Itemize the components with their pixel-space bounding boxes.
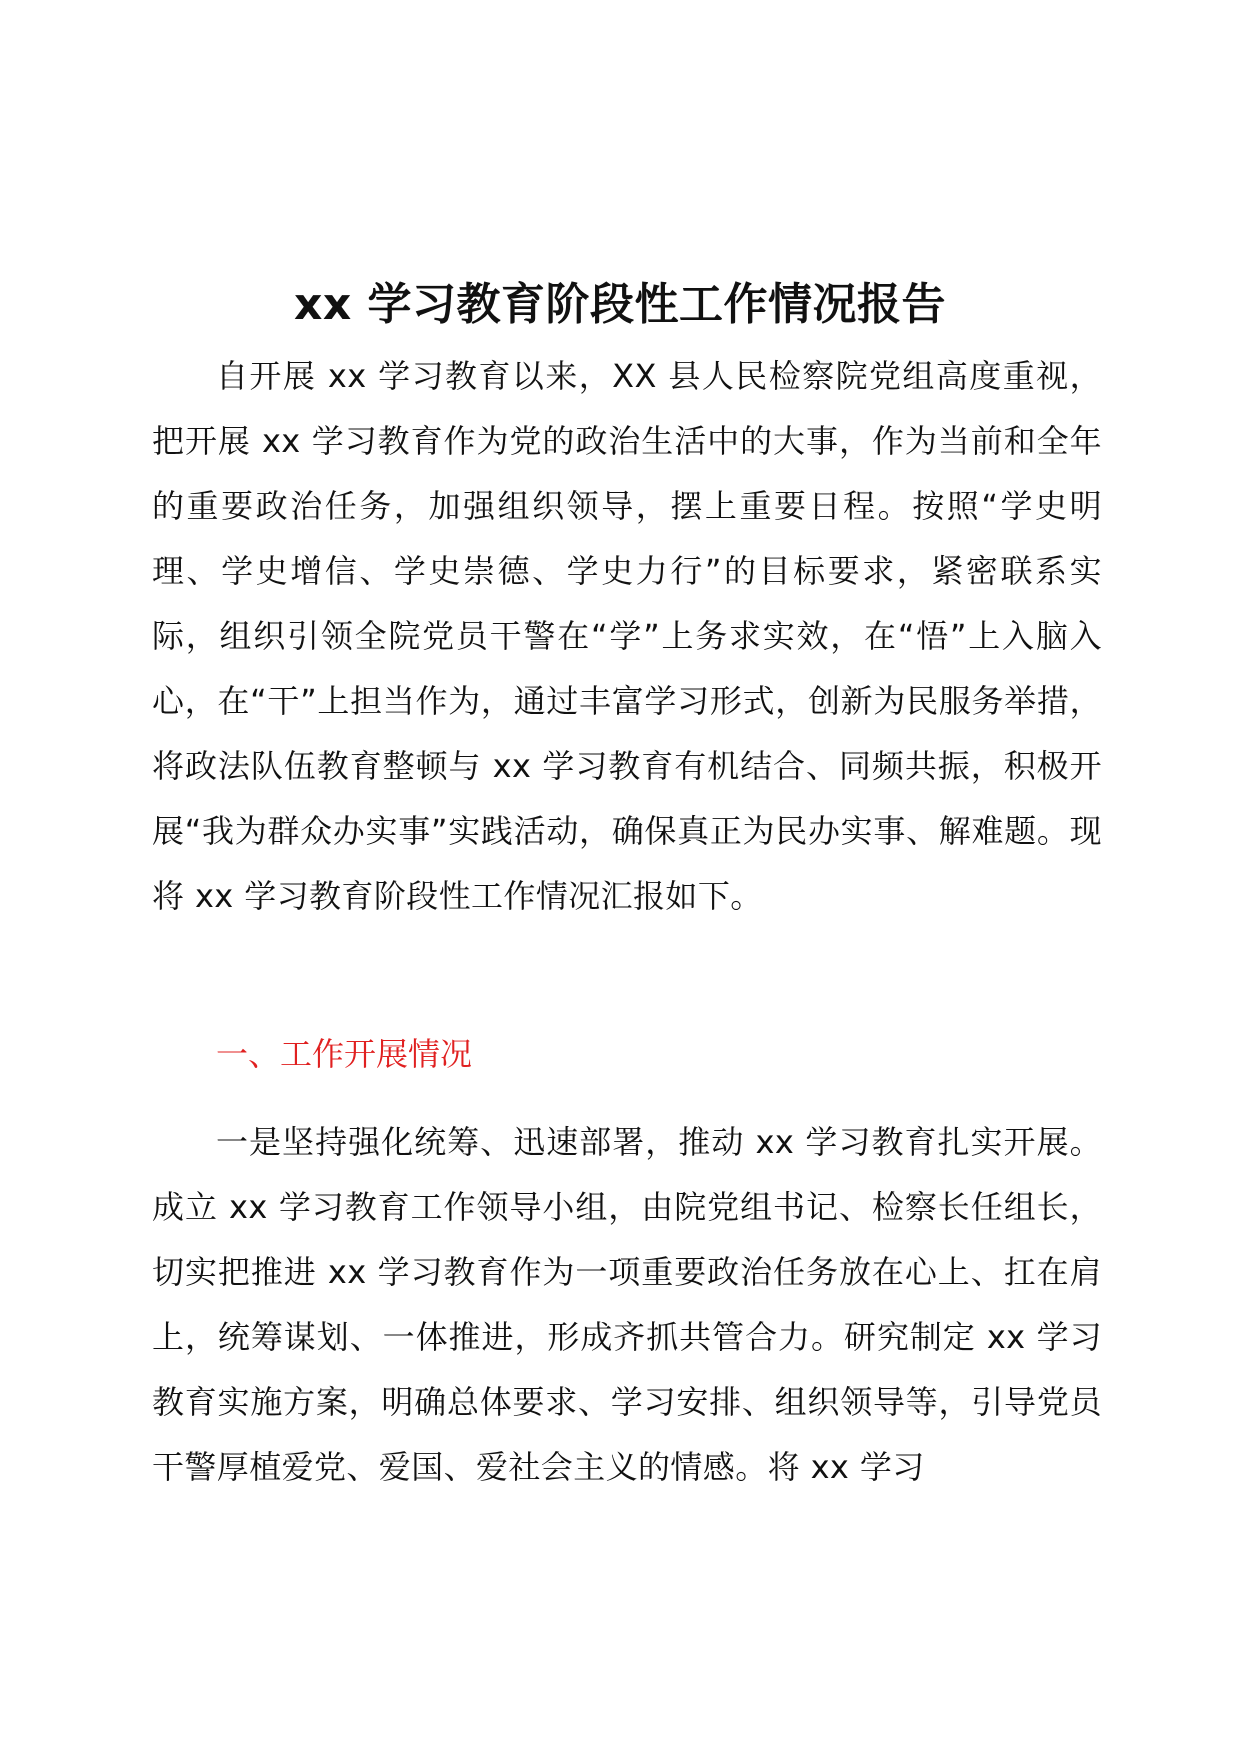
section-paragraph-work-progress: 一是坚持强化统筹、迅速部署，推动 xx 学习教育扎实开展。成立 xx 学习教育工作领导小组，由院党组书记、检察长任组长，切实把推进 xx 学习教育作为一项重要政治任务放在心上、扛在肩上，统筹谋划、一体推进，形成齐抓共管合力。研究制定 xx 学习教育实施方案，明确总体要求、学习安排、组织领导等，引导党员干警厚植爱党、爱国、爱社会主义的情感。将 xx 学习 — [152, 1123, 1102, 1486]
section-heading-work-progress: 一、工作开展情况 — [216, 1035, 473, 1073]
document-title: xx 学习教育阶段性工作情况报告 — [293, 279, 947, 331]
intro-paragraph: 自开展 xx 学习教育以来，XX 县人民检察院党组高度重视，把开展 xx 学习教育作为党的政治生活中的大事，作为当前和全年的重要政治任务，加强组织领导，摆上重要日程。按照“学史明理、学史增信、学史崇德、学史力行”的目标要求，紧密联系实际，组织引领全院党员干警在“学”上务求实效，在“悟”上入脑入心，在“干”上担当作为，通过丰富学习形式，创新为民服务举措，将政法队伍教育整顿与 xx 学习教育有机结合、同频共振，积极开展“我为群众办实事”实践活动，确保真正为民办实事、解难题。现将 xx 学习教育阶段性工作情况汇报如下。 — [152, 357, 1102, 915]
